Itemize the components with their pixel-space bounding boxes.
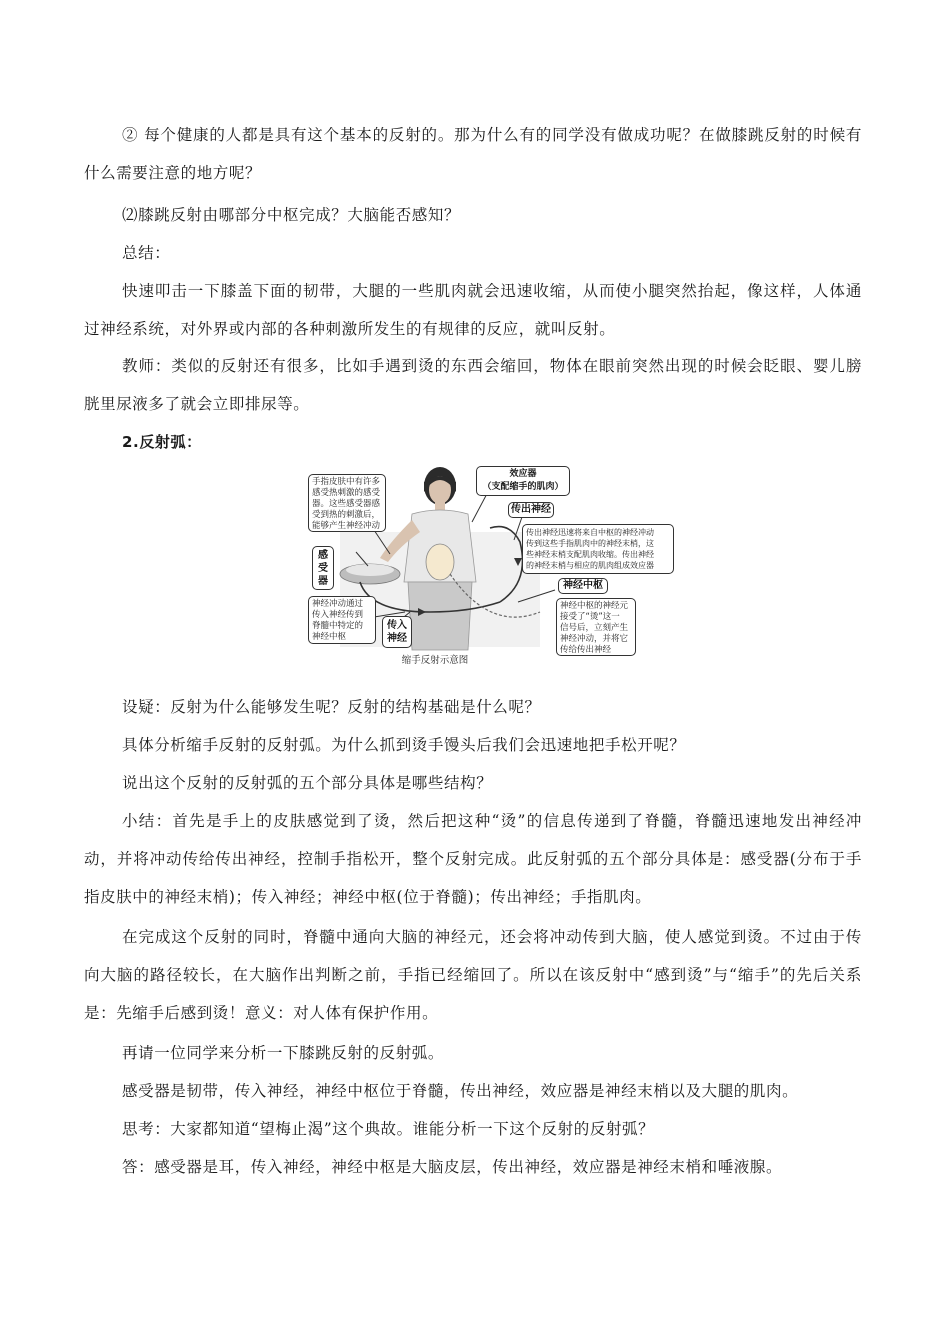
- efferent-explanation-box: 传出神经迅速将来自中枢的神经冲动 传到这些手指肌肉中的神经末梢，这 些神经末梢支配肌肉收缩。传出神经 的神经末梢与相应的肌肉组成效应器: [522, 524, 674, 574]
- paragraph-question-2: ⑵膝跳反射由哪部分中枢完成？大脑能否感知？: [122, 206, 461, 224]
- afferent-explanation-box: 神经冲动通过 传入神经传到 脊髓中特定的 神经中枢: [308, 596, 376, 644]
- figure-caption: 缩手反射示意图: [401, 655, 469, 666]
- paragraph-think-question: 思考：大家都知道“望梅止渴”这个典故。谁能分析一下这个反射的反射弧？: [122, 1120, 655, 1138]
- receptor-explanation-box: 手指皮肤中有许多 感受热刺激的感受 器。这些感受器感 受到热的刺激后， 能够产生神经冲动: [308, 474, 386, 532]
- effector-label: 效应器 （支配缩手的肌肉）: [476, 466, 570, 496]
- paragraph-summary-label: 总结：: [122, 244, 171, 262]
- paragraph-brain-perception: 在完成这个反射的同时，脊髓中通向大脑的神经元，还会将冲动传到大脑，使人感觉到烫。不过由于传向大脑的路径较长，在大脑作出判断之前，手指已经缩回了。所以在该反射中“感到烫”与“缩手”的先后关系是：先缩手后感到烫！意义：对人体有保护作用。: [84, 928, 862, 1022]
- receptor-label: 感 受 器: [312, 546, 334, 590]
- paragraph-analyze-withdrawal: 具体分析缩手反射的反射弧。为什么抓到烫手馒头后我们会迅速地把手松开呢？: [122, 736, 686, 754]
- paragraph-knee-arc-request: 再请一位同学来分析一下膝跳反射的反射弧。: [122, 1044, 445, 1062]
- paragraph-question-foundation: 设疑：反射为什么能够发生呢？反射的结构基础是什么呢？: [122, 698, 541, 716]
- paragraph-teacher-examples: 教师：类似的反射还有很多，比如手遇到烫的东西会缩回，物体在眼前突然出现的时候会眨眼、婴儿膀胱里尿液多了就会立即排尿等。: [84, 357, 862, 413]
- paragraph-reflex-definition: 快速叩击一下膝盖下面的韧带，大腿的一些肌肉就会迅速收缩，从而使小腿突然抬起，像这样，人体通过神经系统，对外界或内部的各种刺激所发生的有规律的反应，就叫反射。: [84, 282, 862, 338]
- paragraph-five-parts-question: 说出这个反射的反射弧的五个部分具体是哪些结构？: [122, 774, 493, 792]
- withdrawal-reflex-figure: [300, 462, 678, 670]
- paragraph-think-answer: 答：感受器是耳，传入神经，神经中枢是大脑皮层，传出神经，效应器是神经末梢和唾液腺。: [122, 1158, 783, 1176]
- section-heading-reflex-arc: 2.反射弧：: [122, 433, 202, 451]
- person-legs: [408, 582, 472, 650]
- efferent-nerve-label: 传出神经: [508, 502, 554, 518]
- afferent-nerve-label: 传入 神经: [382, 616, 412, 648]
- nerve-center-label: 神经中枢: [558, 578, 608, 594]
- paragraph-knee-arc-answer: 感受器是韧带，传入神经，神经中枢位于脊髓，传出神经，效应器是神经末梢以及大腿的肌肉。: [122, 1082, 799, 1100]
- paragraph-knee-jerk-question: ② 每个健康的人都是具有这个基本的反射的。那为什么有的同学没有做成功呢？在做膝跳反射的时候有什么需要注意的地方呢？: [84, 126, 862, 182]
- nerve-center-explanation-box: 神经中枢的神经元 接受了“烫”这一 信号后，立刻产生 神经冲动，并将它 传给传出神经: [556, 598, 636, 656]
- paragraph-summary-withdrawal: 小结：首先是手上的皮肤感觉到了烫，然后把这种“烫”的信息传递到了脊髓，脊髓迅速地发出神经冲动，并将冲动传给传出神经，控制手指松开，整个反射完成。此反射弧的五个部分具体是：感受器(分布于手指皮肤中的神经末梢)；传入神经；神经中枢(位于脊髓)；传出神经；手指肌肉。: [84, 812, 862, 906]
